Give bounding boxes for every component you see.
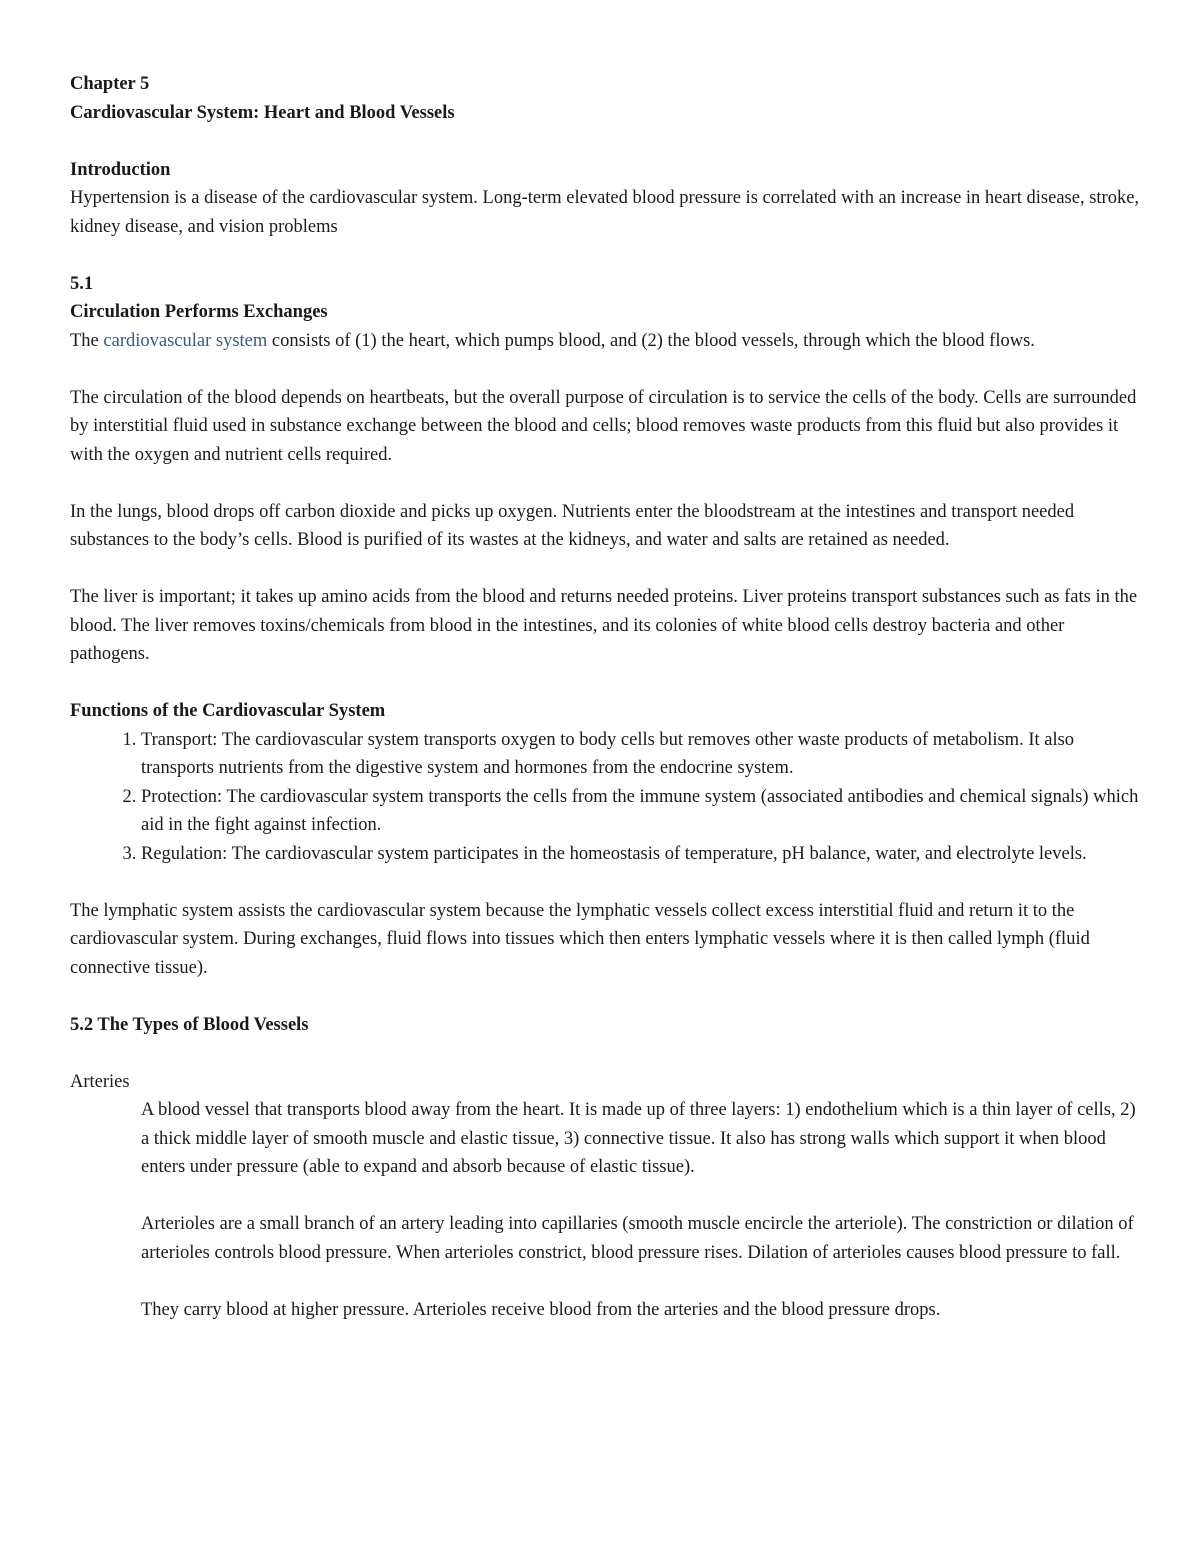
section-heading: 5.2 The Types of Blood Vessels <box>70 1014 309 1035</box>
spacer <box>70 982 1140 1011</box>
list-item: 3. Regulation: The cardiovascular system participates in the homeostasis of temperature, pH balance, water, and electrolyte levels. <box>141 840 1140 869</box>
spacer <box>70 1182 1140 1211</box>
document-page <box>70 70 1140 1324</box>
paragraph-text: The <box>70 330 104 351</box>
list-item: 2. Protection: The cardiovascular system transports the cells from the immune system (associated antibodies and chemical signals) which aid in the fight against infection. <box>141 783 1140 840</box>
functions-list <box>70 726 1140 869</box>
chapter-number: Chapter 5 <box>70 74 150 94</box>
paragraph-circulation: The circulation of the blood depends on heartbeats, but the overall purpose of circulation is to service the cells of the body. Cells are surrounded by interstitial fluid used in substance exchange between the blood and cells; blood removes waste products from this fluid but also provides it with the oxygen and nutrient cells required. <box>70 387 1137 465</box>
spacer <box>70 555 1140 584</box>
paragraph-cardiovascular-system <box>70 327 1140 356</box>
section-title: Circulation Performs Exchanges <box>70 302 328 322</box>
spacer <box>70 469 1140 498</box>
list-item: 1. Transport: The cardiovascular system transports oxygen to body cells but removes other waste products of metabolism. It also transports nutrients from the digestive system and hormones from the endocrine system. <box>141 726 1140 783</box>
spacer <box>70 1267 1140 1296</box>
paragraph-arteries: A blood vessel that transports blood away from the heart. It is made up of three layers: 1) endothelium which is a thin layer of cells, 2) a thick middle layer of smooth muscle and elastic tissue, 3) connective tissue. It also has strong walls which support it when blood enters under pressure (able to expand and absorb because of elastic tissue). <box>141 1100 1136 1177</box>
spacer <box>70 868 1140 897</box>
functions-heading: Functions of the Cardiovascular System <box>70 701 386 721</box>
spacer <box>70 1039 1140 1068</box>
spacer <box>70 241 1140 270</box>
spacer <box>70 669 1140 698</box>
paragraph-text: consists of (1) the heart, which pumps blood, and (2) the blood vessels, through which the blood flows. <box>267 330 1035 351</box>
paragraph-arterioles: Arterioles are a small branch of an artery leading into capillaries (smooth muscle encircle the arteriole). The constriction or dilation of arterioles controls blood pressure. When arterioles constrict, blood pressure rises. Dilation of arterioles causes blood pressure to fall. <box>141 1214 1134 1263</box>
section-number: 5.1 <box>70 273 94 294</box>
paragraph-lymphatic: The lymphatic system assists the cardiovascular system because the lymphatic vessels collect excess interstitial fluid and return it to the cardiovascular system. During exchanges, fluid flows into tissues which then enters lymphatic vessels where it is then called lymph (fluid connective tissue). <box>70 900 1090 978</box>
paragraph-pressure: They carry blood at higher pressure. Arterioles receive blood from the arteries and the blood pressure drops. <box>141 1299 941 1320</box>
cardiovascular-system-link[interactable]: cardiovascular system <box>103 330 268 351</box>
paragraph-liver: The liver is important; it takes up amino acids from the blood and returns needed proteins. Liver proteins transport substances such as fats in the blood. The liver removes toxins/chemicals from blood in the intestines, and its colonies of white blood cells destroy bacteria and other pathogens. <box>70 587 1138 664</box>
paragraph-lungs: In the lungs, blood drops off carbon dioxide and picks up oxygen. Nutrients enter the bloodstream at the intestines and transport needed substances to the body’s cells. Blood is purified of its wastes at the kidneys, and water and salts are retained as needed. <box>70 501 1075 550</box>
arteries-label: Arteries <box>70 1071 130 1092</box>
introduction-text: Hypertension is a disease of the cardiovascular system. Long-term elevated blood pressure is correlated with an increase in heart disease, stroke, kidney disease, and vision problems <box>70 188 1140 237</box>
introduction-heading: Introduction <box>70 159 171 180</box>
chapter-title: Cardiovascular System: Heart and Blood Vessels <box>70 102 455 123</box>
spacer <box>70 127 1140 156</box>
spacer <box>70 355 1140 384</box>
